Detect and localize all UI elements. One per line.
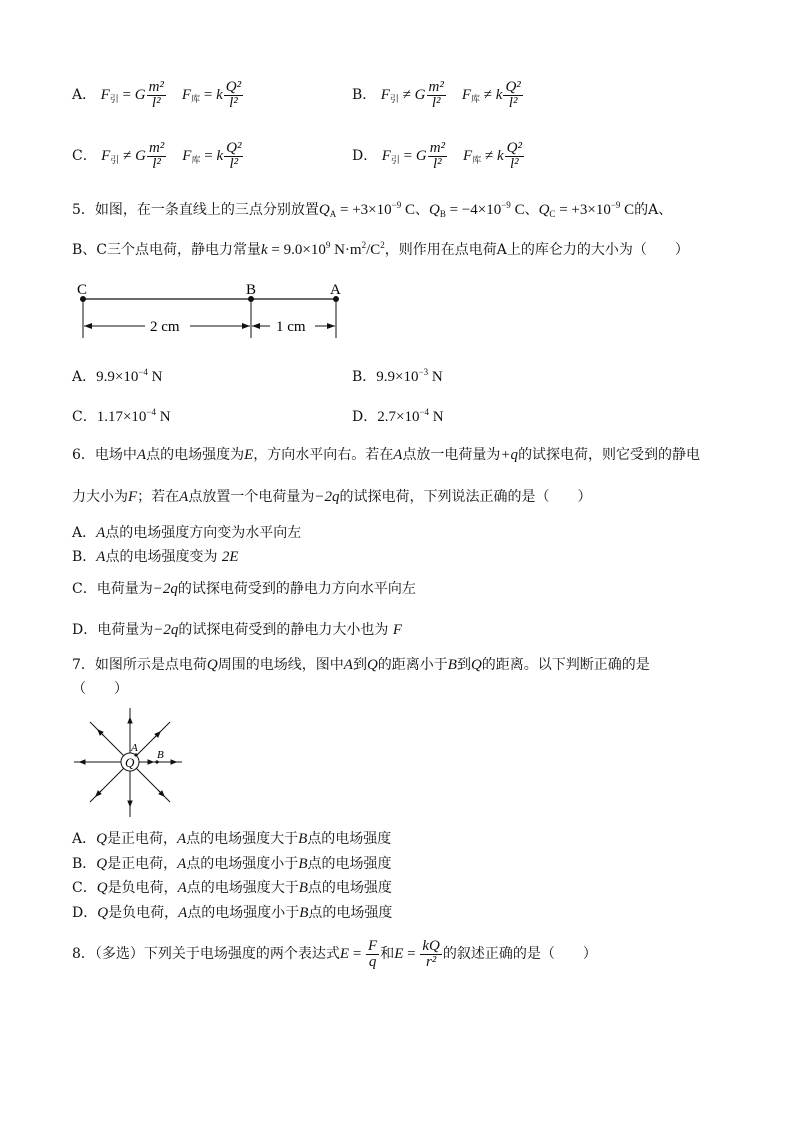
label-b: B (246, 282, 257, 298)
q7-figure (70, 705, 190, 820)
q5-stem-line2: B、C三个点电荷，静电力常量$k = 9.0\times 10^9$ $N\cdot m^2/C^2$，则作用在点电荷A上的库仑力的大小为（ ） (72, 240, 689, 258)
label-a: A (131, 742, 138, 754)
q8-stem: 8．（多选）下列关于电场强度的两个表达式E = $\frac{F}{q}$ 和E = $\frac{kQ}{\text{r²}}$ 的叙述正确的是（ ） (72, 938, 597, 971)
q6-stem-line1: 6．电场中A点的电场强度为E，方向水平向右。若在A点放一电荷量为+q的试探电荷，则它受到的静电 (72, 447, 701, 463)
q5-option-c[interactable]: C．$1.17\times 10^{-4}$ N (72, 407, 171, 425)
point-charge-fraction: $\frac{kQ}{\text{r²}}$ (422, 938, 440, 971)
q5-option-b[interactable]: B．$9.9\times 10^{-3}$ N (352, 367, 443, 385)
q7-option-a[interactable]: A．Q是正电荷，A点的电场强度大于B点的电场强度 (72, 831, 392, 847)
q4-option-d[interactable]: D． $F_引 = G$ $\frac{\text{m²}}{\text{l²}}$ $F_库 \ne k$ $\frac{\text{Q²}}{\text{l²}}$ (352, 140, 522, 172)
coulomb-fraction: $\frac{\text{Q²}}{\text{l²}}$ (226, 140, 242, 172)
q4-option-c[interactable]: C． $F_引 \ne G$ $\frac{\text{m²}}{\text{l²}}$ $F_库 = k$ $\frac{\text{Q²}}{\text{l²}}$ (72, 140, 242, 172)
q7-option-b[interactable]: B．Q是正电荷，A点的电场强度小于B点的电场强度 (72, 856, 392, 872)
label-c: C (77, 282, 88, 298)
q4-option-a[interactable]: A． $F_引 = G$ $\frac{\text{m²}}{\text{l²}}$ $F_库 = k$ $\frac{\text{Q²}}{\text{l²}}$ (72, 79, 242, 111)
label-a: A (330, 282, 341, 298)
option-label: D． (352, 147, 378, 164)
q6-option-a[interactable]: A．A点的电场强度方向变为水平向左 (72, 525, 302, 541)
gravity-fraction: $\frac{\text{m²}}{\text{l²}}$ (148, 140, 165, 172)
q6-stem-line2: 力大小为F；若在A点放置一个电荷量为−2q的试探电荷，下列说法正确的是（ ） (72, 489, 592, 505)
q7-option-d[interactable]: D．Q是负电荷，A点的电场强度小于B点的电场强度 (72, 905, 393, 921)
q5-option-d[interactable]: D．$2.7\times 10^{-4}$ N (352, 407, 444, 425)
label-b: B (157, 749, 164, 761)
q5-stem-line1: 5．如图，在一条直线上的三点分别放置$Q_A = +3\times 10^{-9}$ C、$Q_B = -4\times 10^{-9}$ C、$Q_C = +3\times 10^{-9}$ C的A、 (72, 200, 673, 219)
q6-option-b[interactable]: B．A点的电场强度变为 2E (72, 549, 239, 565)
option-label: C． (72, 147, 97, 164)
label-q: Q (125, 755, 135, 770)
force-symbol: F (100, 86, 110, 103)
option-label: A． (72, 86, 97, 103)
coulomb-fraction: $\frac{\text{Q²}}{\text{l²}}$ (225, 79, 242, 111)
q6-option-c[interactable]: C．电荷量为−2q的试探电荷受到的静电力方向水平向左 (72, 581, 416, 597)
q6-option-d[interactable]: D．电荷量为−2q的试探电荷受到的静电力大小也为 F (72, 622, 402, 638)
q4-option-b[interactable]: B． $F_引 \ne G$ $\frac{\text{m²}}{\text{l²}}$ $F_库 \ne k$ $\frac{\text{Q²}}{\text{l²}}$ (352, 79, 521, 111)
q5-figure (70, 280, 360, 342)
gravity-fraction: $\frac{\text{m²}}{\text{l²}}$ (429, 140, 446, 172)
coulomb-fraction: $\frac{\text{Q²}}{\text{l²}}$ (505, 79, 521, 111)
distance-cb: 2 cm (150, 319, 180, 335)
gravity-fraction: $\frac{\text{m²}}{\text{l²}}$ (428, 79, 444, 111)
option-label: B． (352, 86, 377, 103)
q5-option-a[interactable]: A．$9.9\times 10^{-4}$ N (72, 367, 163, 385)
q7-option-c[interactable]: C．Q是负电荷，A点的电场强度大于B点的电场强度 (72, 880, 392, 896)
q7-stem-line1: 7．如图所示是点电荷Q周围的电场线，图中A到Q的距离小于B到Q的距离。以下判断正确的是 (72, 657, 650, 673)
field-def-fraction: $\frac{F}{q}$ (368, 938, 378, 971)
gravity-fraction: $\frac{\text{m²}}{\text{l²}}$ (148, 79, 164, 111)
q7-stem-line2: （ ） (72, 681, 128, 697)
coulomb-fraction: $\frac{\text{Q²}}{\text{l²}}$ (506, 140, 522, 172)
distance-ba: 1 cm (276, 319, 306, 335)
